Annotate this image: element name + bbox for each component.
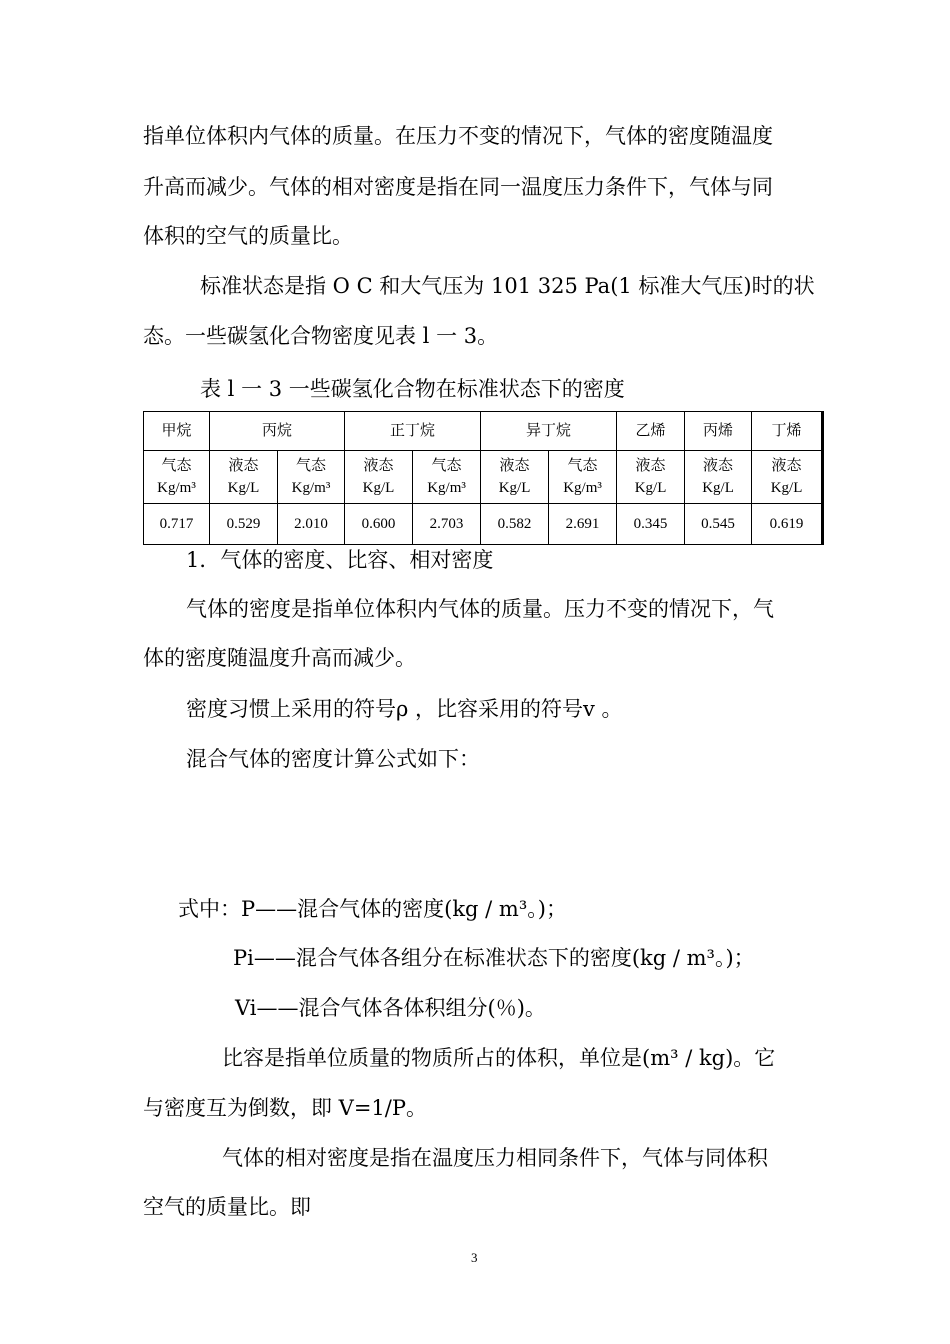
- value-cell: 0.545: [685, 504, 752, 545]
- paragraph-line: 混合气体的密度计算公式如下：: [186, 747, 480, 771]
- value-cell: 2.703: [413, 504, 481, 545]
- value-cell: 2.691: [549, 504, 617, 545]
- value-cell: 0.717: [144, 504, 210, 545]
- density-table: [143, 411, 824, 545]
- header-cell: 异丁烷: [481, 412, 617, 451]
- table-caption: 表 l 一 3 一些碳氢化合物在标准状态下的密度: [200, 377, 625, 401]
- paragraph-line: 标准状态是指 O C 和大气压为 101 325 Pa(1 标准大气压)时的状: [200, 274, 815, 298]
- header-cell: 甲烷: [144, 412, 210, 451]
- state-cell: 气态 Kg/m³: [144, 451, 210, 504]
- state-cell: 液态 Kg/L: [617, 451, 685, 504]
- paragraph-line: 升高而减少。气体的相对密度是指在同一温度压力条件下，气体与同: [143, 175, 773, 199]
- paragraph-line: 指单位体积内气体的质量。在压力不变的情况下，气体的密度随温度: [143, 124, 773, 148]
- paragraph-line: 态。一些碳氢化合物密度见表 l 一 3。: [143, 324, 499, 348]
- state-cell: 气态 Kg/m³: [413, 451, 481, 504]
- paragraph-line: 气体的相对密度是指在温度压力相同条件下，气体与同体积: [222, 1146, 768, 1170]
- state-cell: 气态 Kg/m³: [549, 451, 617, 504]
- value-cell: 0.582: [481, 504, 549, 545]
- paragraph-line: 密度习惯上采用的符号ρ ，比容采用的符号v 。: [186, 697, 623, 721]
- header-cell: 乙烯: [617, 412, 685, 451]
- paragraph-line: 气体的密度是指单位体积内气体的质量。压力不变的情况下，气: [186, 597, 774, 621]
- value-cell: 0.600: [345, 504, 413, 545]
- definition-line: Pi——混合气体各组分在标准状态下的密度(kg / m³。)；: [233, 946, 755, 970]
- table-state-row: [144, 451, 823, 504]
- table-value-row: [144, 504, 823, 545]
- paragraph-line: 比容是指单位质量的物质所占的体积，单位是(m³ / kg)。它: [222, 1046, 776, 1070]
- paragraph-line: 体的密度随温度升高而减少。: [143, 646, 416, 670]
- paragraph-line: 与密度互为倒数，即 V=1/P。: [143, 1096, 428, 1120]
- value-cell: 0.529: [210, 504, 278, 545]
- table-header-row: [144, 412, 823, 451]
- paragraph-line: 空气的质量比。即: [143, 1195, 311, 1219]
- value-cell: 0.345: [617, 504, 685, 545]
- header-cell: 丙烯: [685, 412, 752, 451]
- value-cell: 0.619: [752, 504, 823, 545]
- state-cell: 液态 Kg/L: [210, 451, 278, 504]
- state-cell: 液态 Kg/L: [752, 451, 823, 504]
- definition-line: Vi——混合气体各体积组分(％)。: [235, 996, 546, 1020]
- state-cell: 液态 Kg/L: [345, 451, 413, 504]
- paragraph-line: 体积的空气的质量比。: [143, 224, 353, 248]
- header-cell: 正丁烷: [345, 412, 481, 451]
- definition-line: 式中：P——混合气体的密度(kg / m³。)；: [178, 897, 567, 921]
- page-number: 3: [471, 1250, 478, 1265]
- header-cell: 丁烯: [752, 412, 823, 451]
- state-cell: 气态 Kg/m³: [278, 451, 345, 504]
- value-cell: 2.010: [278, 504, 345, 545]
- state-cell: 液态 Kg/L: [481, 451, 549, 504]
- state-cell: 液态 Kg/L: [685, 451, 752, 504]
- section-heading: 1．气体的密度、比容、相对密度: [186, 548, 494, 572]
- header-cell: 丙烷: [210, 412, 345, 451]
